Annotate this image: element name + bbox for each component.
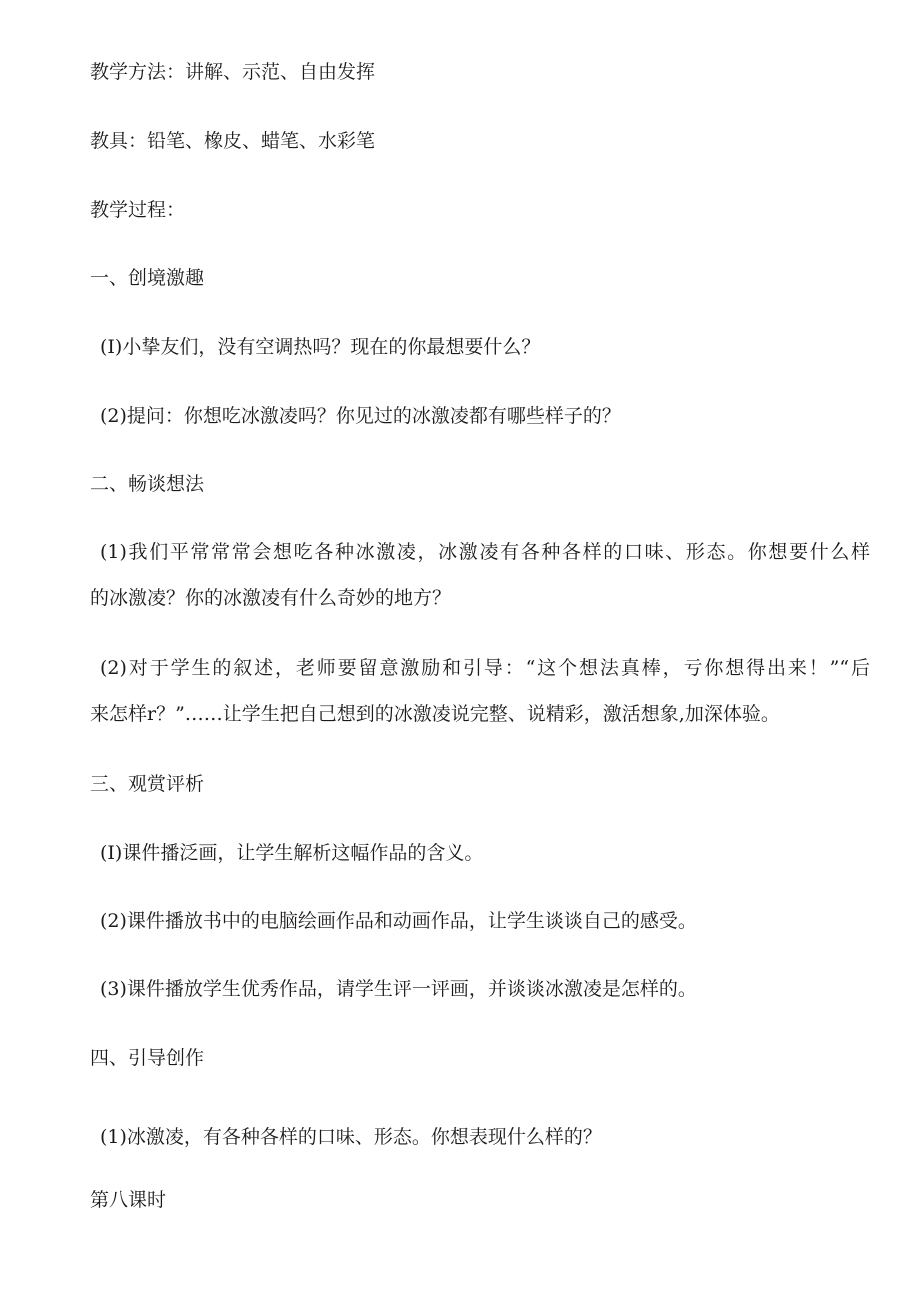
section-2-heading: 二、畅谈想法 bbox=[90, 473, 205, 495]
section-3-item-1: (I)课件播泛画，让学生解析这幅作品的含义。 bbox=[100, 842, 484, 864]
section-3-item-2: (2)课件播放书中的电脑绘画作品和动画作品，让学生谈谈自己的感受。 bbox=[100, 910, 697, 932]
section-4-heading: 四、引导创作 bbox=[90, 1047, 205, 1069]
section-2-item-2-line-2: 来怎样r？”……让学生把自己想到的冰激凌说完整、说精彩，激活想象,加深体验。 bbox=[90, 703, 780, 725]
section-1-heading: 一、创境激趣 bbox=[90, 267, 205, 289]
section-1-item-1: (I)小挚友们，没有空调热吗？现在的你最想要什么？ bbox=[100, 336, 541, 358]
teaching-tools-line: 教具：铅笔、橡皮、蜡笔、水彩笔 bbox=[90, 130, 376, 152]
section-2-item-1-line-1: (1)我们平常常常会想吃各种冰激凌，冰激凌有各种各样的口味、形态。你想要什么样 bbox=[100, 541, 870, 563]
teaching-method-line: 教学方法：讲解、示范、自由发挥 bbox=[90, 61, 376, 83]
section-2-item-1 bbox=[90, 540, 870, 610]
section-3-heading: 三、观赏评析 bbox=[90, 773, 205, 795]
section-2-item-2-line-1: (2)对于学生的叙述，老师要留意激励和引导：“这个想法真棒，亏你想得出来！”“后 bbox=[100, 657, 870, 679]
section-4-item-1: (1)冰激凌，有各种各样的口味、形态。你想表现什么样的？ bbox=[100, 1126, 602, 1148]
section-2-item-2 bbox=[90, 656, 870, 726]
section-3-item-3: (3)课件播放学生优秀作品，请学生评一评画，并谈谈冰激凌是怎样的。 bbox=[100, 978, 697, 1000]
teaching-process-heading: 教学过程： bbox=[90, 199, 186, 221]
lesson-heading: 第八课时 bbox=[90, 1189, 167, 1211]
section-2-item-1-line-2: 的冰激凌？你的冰激凌有什么奇妙的地方？ bbox=[90, 587, 452, 609]
section-1-item-2: (2)提问：你想吃冰激凌吗？你见过的冰激凌都有哪些样子的？ bbox=[100, 405, 621, 427]
